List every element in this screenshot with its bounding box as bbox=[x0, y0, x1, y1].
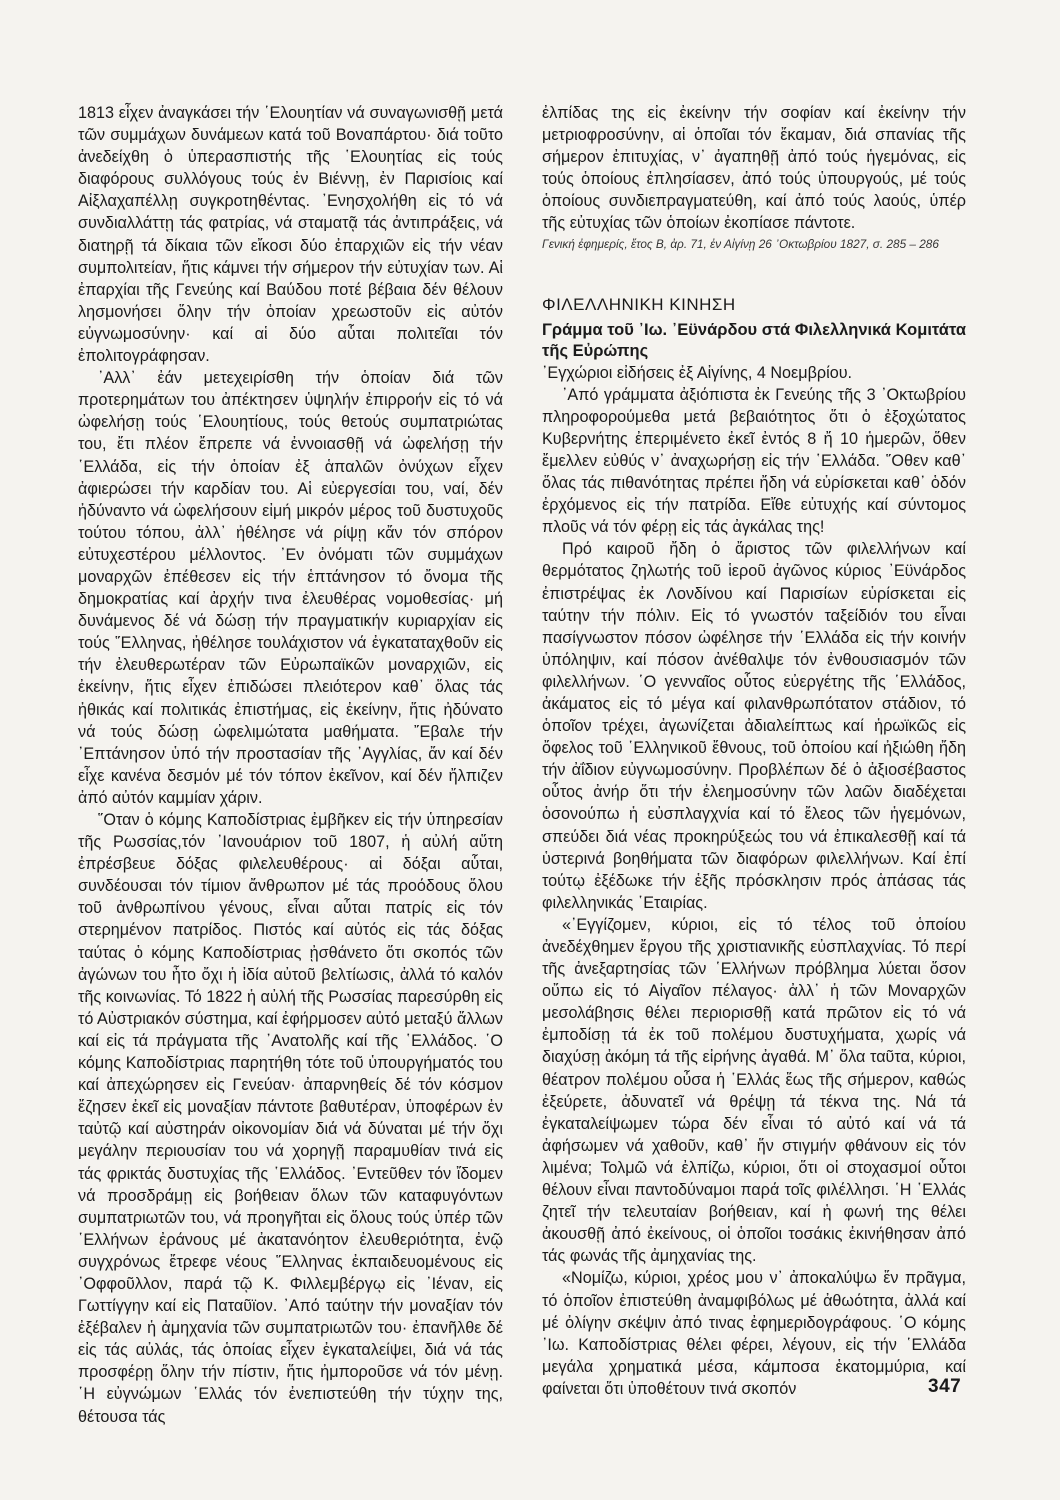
right-paragraph-4: «Νομίζω, κύριοι, χρέος μου ν᾿ ἀποκαλύψω ἕν πρᾶγμα, τό ὁποῖον ἐπιστεύθη ἀναμφιβόλως μέ ἀθωότητα, ἀλλά καί μέ ὀλίγην σκέψιν ἀπό τινας ἐφημεριδογράφους. ῾Ο κόμης ᾿Ιω. Καποδίστριας θέλει φέρει, λέγουν, εἰς τήν ῾Ελλάδα μεγάλα χρηματικά μέσα, κάμποσα ἑκατομμύρια, καί φαίνεται ὅτι ὑποθέτουν τινά σκοπόν bbox=[542, 1269, 966, 1398]
right-paragraph-1: ᾿Από γράμματα ἀξιόπιστα ἐκ Γενεύης τῆς 3 ᾿Οκτωβρίου πληροφορούμεθα μετά βεβαιότητος ὅτι ὁ ἐξοχώτατος Κυβερνήτης ἐπεριμένετο ἐκεῖ ἐντός 8 ἤ 10 ἡμερῶν, ὅθεν ἔμελλεν εὐθύς ν᾿ ἀναχωρήσῃ εἰς τήν ῾Ελλάδα. ῞Οθεν καθ᾿ ὅλας τάς πιθανότητας πρέπει ἤδη νά εὑρίσκεται καθ᾿ ὁδόν ἐρχόμενος εἰς τήν πατρίδα. Εἴθε εὐτυχής καί σύντομος πλοῦς νά τόν φέρῃ εἰς τάς ἀγκάλας της! bbox=[542, 385, 966, 537]
left-paragraph-1: 1813 εἶχεν ἀναγκάσει τήν ῾Ελουητίαν νά συναγωνισθῇ μετά τῶν συμμάχων δυνάμεων κατά τοῦ Βοναπάρτου· διά τοῦτο ἀνεδείχθη ὁ ὑπερασπιστής τῆς ῾Ελουητίας εἰς τούς διαφόρους συλλόγους τούς ἐν Βιέννῃ, ἐν Παρισίοις καί Αἰξλαχαπέλλῃ συγκροτηθέντας. ᾿Ενησχολήθη εἰς τό νά συνδιαλλάττῃ τάς φατρίας, νά σταματᾷ τάς ἀντιπράξεις, νά διατηρῇ τά δίκαια τῶν εἴκοσι δύο ἐπαρχιῶν εἰς τήν νέαν συμπολιτείαν, ἥτις κάμνει τήν σήμερον τήν εὐτυχίαν των. Αἱ ἐπαρχίαι τῆς Γενεύης καί Βαύδου ποτέ βέβαια δέν θέλουν λησμονήσει ὅλην τήν ὁποίαν χρεωστοῦν εἰς αὐτόν εὐγνωμοσύνην· καί αἱ δύο αὗται πολιτεῖαι τόν ἐπολιτογράφησαν. bbox=[78, 104, 503, 366]
right-column bbox=[542, 102, 966, 1400]
page-number: 347 bbox=[928, 1376, 962, 1397]
right-opening-paragraph: ἐλπίδας της εἰς ἐκείνην τήν σοφίαν καί ἐκείνην τήν μετριοφροσύνην, αἱ ὁποῖαι τόν ἔκαμαν, διά σπανίας τῆς σήμερον ἐπιτυχίας, ν᾿ ἀγαπηθῇ ἀπό τούς ἡγεμόνας, εἰς τούς ὁποίους ἐπλησίασεν, ἀπό τούς ὑπουργούς, μέ τούς ὁποίους συνδιεπραγματεύθη, καί ἀπό τούς λαούς, ὑπέρ τῆς εὐτυχίας τῶν ὁποίων ἐκοπίασε πάντοτε. bbox=[542, 104, 966, 233]
left-paragraph-2: ᾿Αλλ᾿ ἐάν μετεχειρίσθη τήν ὁποίαν διά τῶν προτερημάτων του ἀπέκτησεν ὑψηλήν ἐπιρροήν εἰς τό νά ὠφελήσῃ τούς ῾Ελουητίους, τούς θετούς συμπατριώτας του, ἔτι πλέον ἔπρεπε νά ἐννοιασθῇ νά ὠφελήσῃ τήν ῾Ελλάδα, εἰς τήν ὁποίαν ἐξ ἁπαλῶν ὀνύχων εἶχεν ἀφιερώσει τήν καρδίαν του. Αἱ εὐεργεσίαι του, ναί, δέν ἠδύναντο νά ὠφελήσουν εἰμή μικρόν μέρος τοῦ δυστυχοῦς τούτου τόπου, ἀλλ᾿ ἠθέλησε νά ρίψῃ κἄν τόν σπόρον εὐτυχεστέρου μέλλοντος. ᾿Εν ὀνόματι τῶν συμμάχων μοναρχῶν ἐπέθεσεν εἰς τήν ἑπτάνησον τό ὄνομα τῆς δημοκρατίας καί ἀρχήν τινα ἐλευθέρας νομοθεσίας· μή δυνάμενος δέ νά δώσῃ τήν πραγματικήν κυριαρχίαν εἰς τούς ῞Ελληνας, ἠθέλησε τουλάχιστον νά ἐγκαταταχθοῦν εἰς τήν ἐλευθερωτέραν τῶν Εὐρωπαϊκῶν μοναρχιῶν, εἰς ἐκείνην, ἥτις εἶχεν ἐπιδώσει πλειότερον καθ᾿ ὅλας τάς ἠθικάς καί πολιτικάς ἐπιστήμας, εἰς ἐκείνην, ἥτις ἠδύνατο νά τούς δώσῃ ὠφελιμώτατα μαθήματα. ῎Εβαλε τήν ᾿Επτάνησον ὑπό τήν προστασίαν τῆς ᾿Αγγλίας, ἄν καί δέν εἶχε κανένα δεσμόν μέ τόν τόπον ἐκεῖνον, καί δέν ἤλπιζεν ἀπό αὐτόν καμμίαν χάριν. bbox=[78, 369, 503, 807]
right-paragraph-3: «᾿Εγγίζομεν, κύριοι, εἰς τό τέλος τοῦ ὁποίου ἀνεδέχθημεν ἔργου τῆς χριστιανικῆς εὐσπλαχνίας. Τό περί τῆς ἀνεξαρτησίας τῶν ῾Ελλήνων πρόβλημα λύεται ὅσον οὔπω εἰς τό Αἰγαῖον πέλαγος· ἀλλ᾿ ἡ τῶν Μοναρχῶν μεσολάβησις θέλει περιορισθῇ κατά πρῶτον εἰς τό νά ἐμποδίσῃ τά ἐκ τοῦ πολέμου δυστυχήματα, χωρίς νά διαχύσῃ ἀκόμη τά τῆς εἰρήνης ἀγαθά. Μ᾿ ὅλα ταῦτα, κύριοι, θέατρον πολέμου οὖσα ἡ ῾Ελλάς ἕως τῆς σήμερον, καθώς ἐξεύρετε, ἀδυνατεῖ νά θρέψῃ τά τέκνα της. Νά τά ἐγκαταλείψωμεν τώρα δέν εἶναι τό αὐτό καί νά τά ἀφήσωμεν νά χαθοῦν, καθ᾿ ἥν στιγμήν φθάνουν εἰς τόν λιμένα; Τολμῶ νά ἐλπίζω, κύριοι, ὅτι οἱ στοχασμοί οὗτοι θέλουν εἶναι παντοδύναμοι παρά τοῖς φιλέλλησι. ῾Η ῾Ελλάς ζητεῖ τήν τελευταίαν βοήθειαν, καί ἡ φωνή της θέλει ἀκουσθῇ ἀπό ἐκείνους, οἱ ὁποῖοι τοσάκις ἐκινήθησαν ἀπό τάς φωνάς τῆς ἀμηχανίας της. bbox=[542, 915, 966, 1266]
article-title: Γράμμα τοῦ ᾿Ιω. ᾿Εϋνάρδου στά Φιλελληνικά Κομιτάτα τῆς Εὐρώπης bbox=[542, 320, 966, 360]
left-paragraph-3: ῞Οταν ὁ κόμης Καποδίστριας ἐμβῆκεν εἰς τήν ὑπηρεσίαν τῆς Ρωσσίας,τόν ᾿Ιανουάριον τοῦ 1807, ἡ αὐλή αὕτη ἐπρέσβευε δόξας φιλελευθέρους· αἱ δόξαι αὗται, συνδέουσαι τόν τίμιον ἄνθρωπον μέ τάς προόδους ὅλου τοῦ ἀνθρωπίνου γένους, εἶναι αὗται πατρίς εἰς τόν στερημένον πατρίδος. Πιστός καί αὐτός εἰς τάς δόξας ταύτας ὁ κόμης Καποδίστριας ᾐσθάνετο ὅτι σκοπός τῶν ἀγώνων του ἦτο ὄχι ἡ ἰδία αὐτοῦ βελτίωσις, ἀλλά τό καλόν τῆς κοινωνίας. Τό 1822 ἡ αὐλή τῆς Ρωσσίας παρεσύρθη εἰς τό Αὐστριακόν σύστημα, καί ἐφήρμοσεν αὐτό μεταξύ ἄλλων καί εἰς τά πράγματα τῆς ᾿Ανατολῆς καί τῆς ῾Ελλάδος. ῾Ο κόμης Καποδίστριας παρητήθη τότε τοῦ ὑπουργήματός του καί ἀπεχώρησεν εἰς Γενεύαν· ἀπαρνηθείς δέ τόν κόσμον ἔζησεν ἐκεῖ εἰς μοναξίαν πάντοτε βαθυτέραν, ὑποφέρων ἐν ταὐτῷ καί αὐστηράν οἰκονομίαν διά νά δύναται μέ τήν ὄχι μεγάλην περιουσίαν του νά χορηγῇ παραμυθίαν τινά εἰς τάς φρικτάς δυστυχίας τῆς ῾Ελλάδος. ᾿Εντεῦθεν τόν ἴδομεν νά προσδράμῃ εἰς βοήθειαν ὅλων τῶν καταφυγόντων συμπατριωτῶν του, νά προηγῆται εἰς ὅλους τούς ὑπέρ τῶν ῾Ελλήνων ἐράνους μέ ἀκατανόητον ἐλευθεριότητα, ἐνῷ συγχρόνως ἔτρεφε νέους ῞Ελληνας ἐκπαιδευομένους εἰς ᾿Οφφοῦλλον, παρά τῷ Κ. Φιλλεμβέργῳ εἰς ᾿Ιέναν, εἰς Γωττίγγην καί εἰς Παταῦϊον. ᾿Από ταύτην τήν μοναξίαν τόν ἐξέβαλεν ἡ ἀμηχανία τῶν συμπατριωτῶν του· ἐπανῆλθε δέ εἰς τάς αὐλάς, τάς ὁποίας εἶχεν ἐγκαταλείψει, διά νά τάς προσφέρῃ ὅλην τήν πίστιν, ἥτις ἠμποροῦσε νά τόν μένῃ. ῾Η εὐγνώμων ῾Ελλάς τόν ἐνεπιστεύθη τήν τύχην της, θέτουσα τάς bbox=[78, 811, 503, 1426]
left-column bbox=[78, 102, 503, 1428]
section-label: ΦΙΛΕΛΛΗΝΙΚΗ ΚΙΝΗΣΗ bbox=[542, 294, 736, 314]
right-paragraph-2: Πρό καιροῦ ἤδη ὁ ἄριστος τῶν φιλελλήνων καί θερμότατος ζηλωτής τοῦ ἱεροῦ ἀγῶνος κύριος ᾿Εϋνάρδος ἐπιστρέψας ἐκ Λονδίνου καί Παρισίων εὑρίσκεται εἰς ταύτην τήν πόλιν. Εἰς τό γνωστόν ταξείδιόν του εἶναι πασίγνωστον πόσον ὠφέλησε τήν ῾Ελλάδα εἰς τήν κοινήν ὑπόληψιν, καί πόσον ἀνέθαλψε τόν ἐνθουσιασμόν τῶν φιλελλήνων. ῾Ο γενναῖος οὗτος εὐεργέτης τῆς ῾Ελλάδος, ἀκάματος εἰς τό μέγα καί φιλανθρωπότατον στάδιον, τό ὁποῖον τρέχει, ἀγωνίζεται ἀδιαλείπτως καί ἡρωϊκῶς εἰς ὄφελος τοῦ ῾Ελληνικοῦ ἔθνους, τοῦ ὁποίου καί ἠξιώθη ἤδη τήν ἀΐδιον εὐγνωμοσύνην. Προβλέπων δέ ὁ ἀξιοσέβαστος οὗτος ἀνήρ ὅτι τήν ἐλεημοσύνην τῶν λαῶν διαδέχεται ὁσονούπω ἡ εὐσπλαγχνία καί τό ἔλεος τῶν ἡγεμόνων, σπεύδει διά νέας προκηρύξεώς του νά ἐπικαλεσθῇ καί τά ὑστερινά βοηθήματα τῶν διαφόρων φιλελλήνων. Καί ἐπί τούτῳ ἐξέδωκε τήν ἑξῆς πρόσκλησιν πρός ἁπάσας τάς φιλελληνικάς ῾Εταιρίας. bbox=[542, 540, 966, 912]
source-citation: Γενική ἐφημερίς, ἔτος Β, ἀρ. 71, ἐν Αἰγίνῃ 26 ᾿Οκτωβρίου 1827, σ. 285 – 286 bbox=[542, 236, 939, 251]
dateline: ᾿Εγχώριοι εἰδήσεις ἐξ Αἰγίνης, 4 Νοεμβρίου. bbox=[542, 363, 853, 382]
